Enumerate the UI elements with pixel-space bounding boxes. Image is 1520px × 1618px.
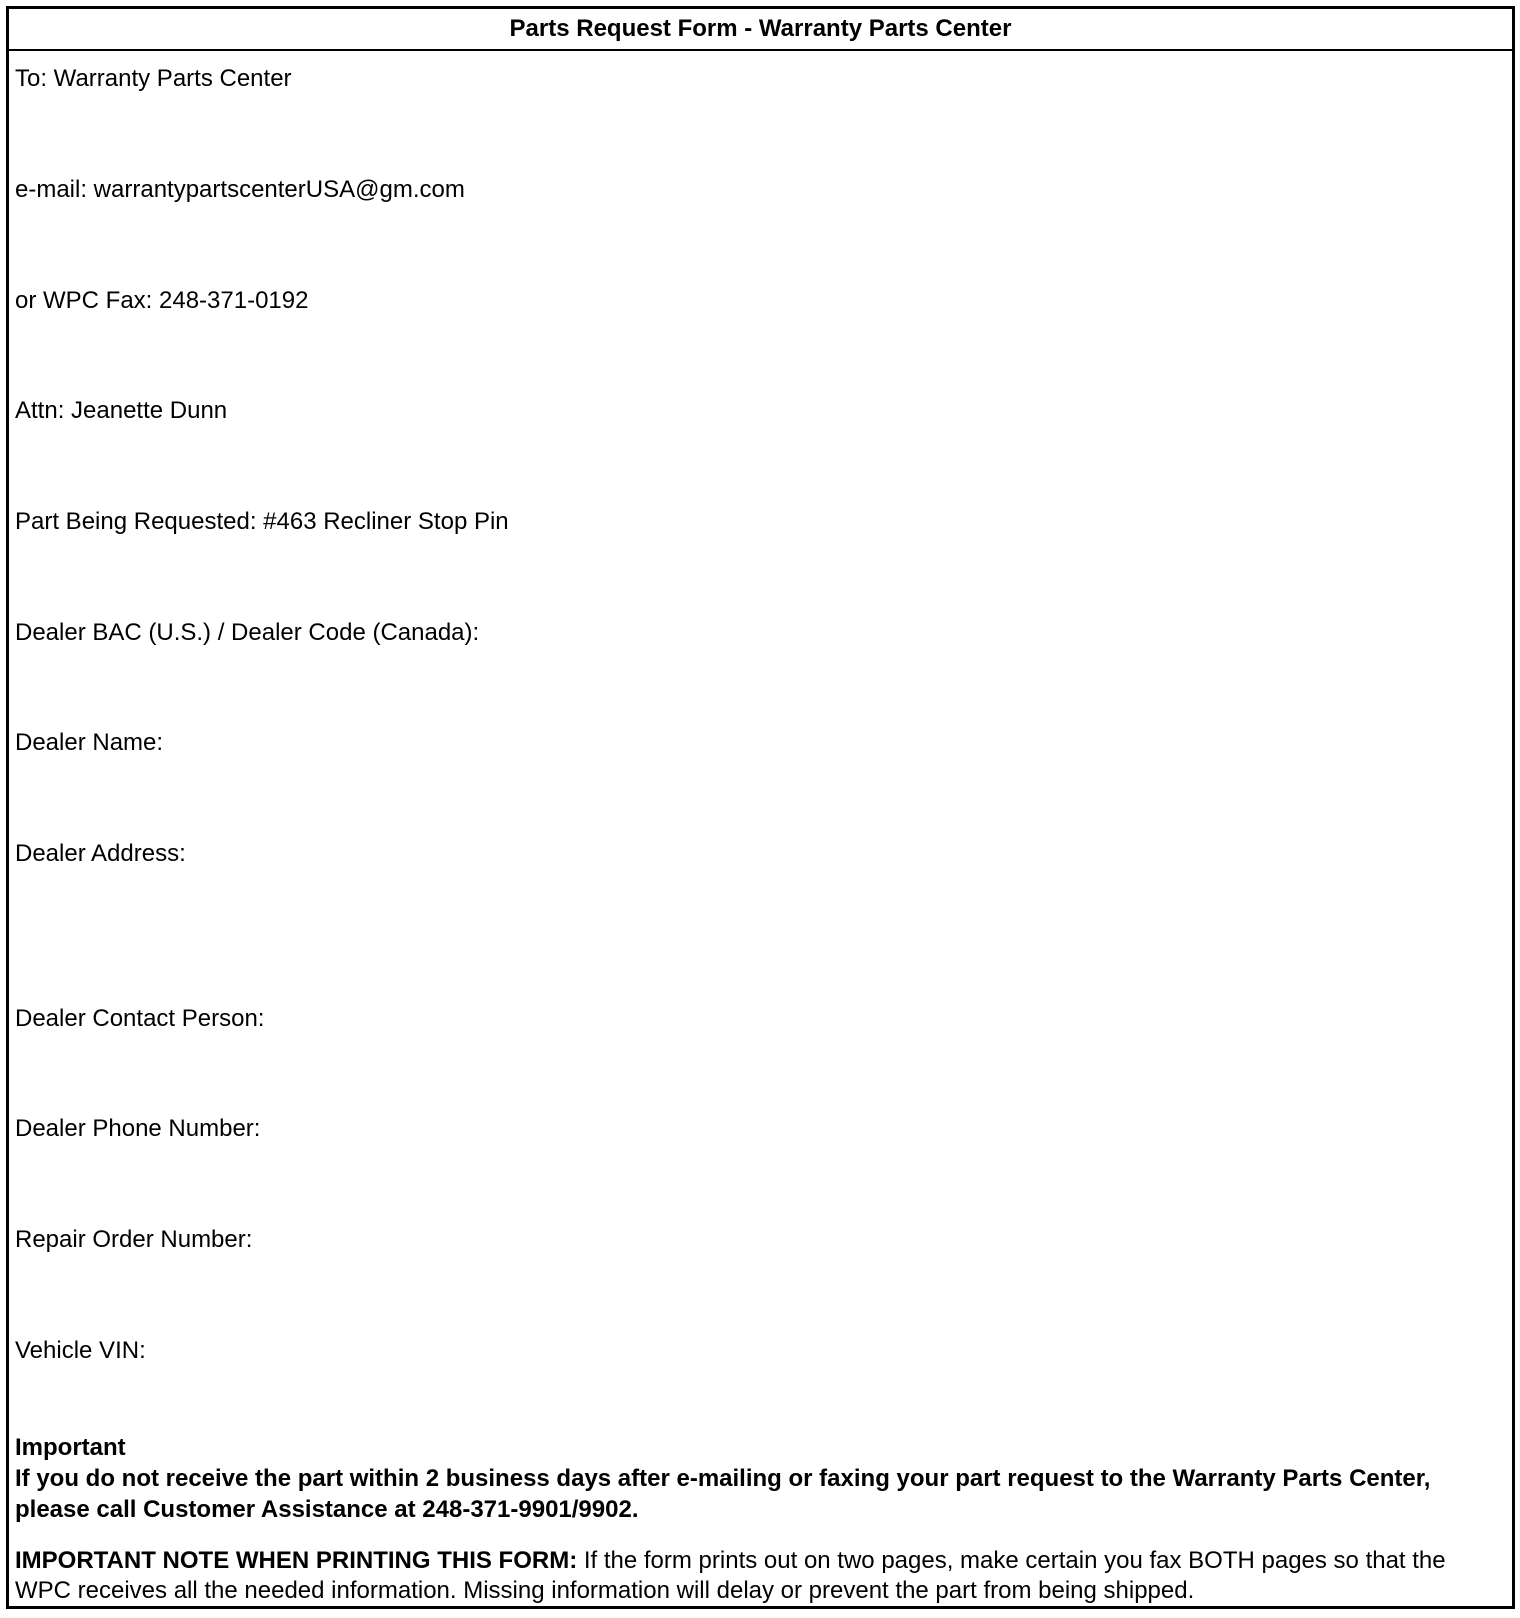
to-line: To: Warranty Parts Center [15,65,292,92]
form-title: Parts Request Form - Warranty Parts Center [9,9,1512,51]
repair-order-field: Repair Order Number: [15,1226,253,1253]
dealer-address-field: Dealer Address: [15,840,186,867]
parts-request-form [6,6,1515,1609]
dealer-name-field: Dealer Name: [15,729,164,756]
attn-line: Attn: Jeanette Dunn [15,397,228,424]
print-note-label: IMPORTANT NOTE WHEN PRINTING THIS FORM: [15,1547,578,1574]
dealer-phone-field: Dealer Phone Number: [15,1115,261,1142]
part-requested-line: Part Being Requested: #463 Recliner Stop Pin [15,508,509,535]
print-note [15,1546,1505,1606]
important-message: If you do not receive the part within 2 business days after e-mailing or faxing your part request to the Warranty Parts Center, please call Customer Assistance at 248-371-9901/9902. [15,1465,1431,1523]
important-heading: Important [15,1434,126,1461]
fax-line: or WPC Fax: 248-371-0192 [15,287,309,314]
dealer-contact-field: Dealer Contact Person: [15,1005,265,1032]
print-note-text: If the form prints out on two pages, make certain you fax BOTH pages so that the WPC receives all the needed information. Missing information will delay or prevent the part from being shipped. [15,1547,1446,1604]
important-notice [15,1432,1505,1525]
dealer-code-field: Dealer BAC (U.S.) / Dealer Code (Canada): [15,619,480,646]
email-line: e-mail: warrantypartscenterUSA@gm.com [15,176,465,203]
vehicle-vin-field: Vehicle VIN: [15,1337,146,1364]
